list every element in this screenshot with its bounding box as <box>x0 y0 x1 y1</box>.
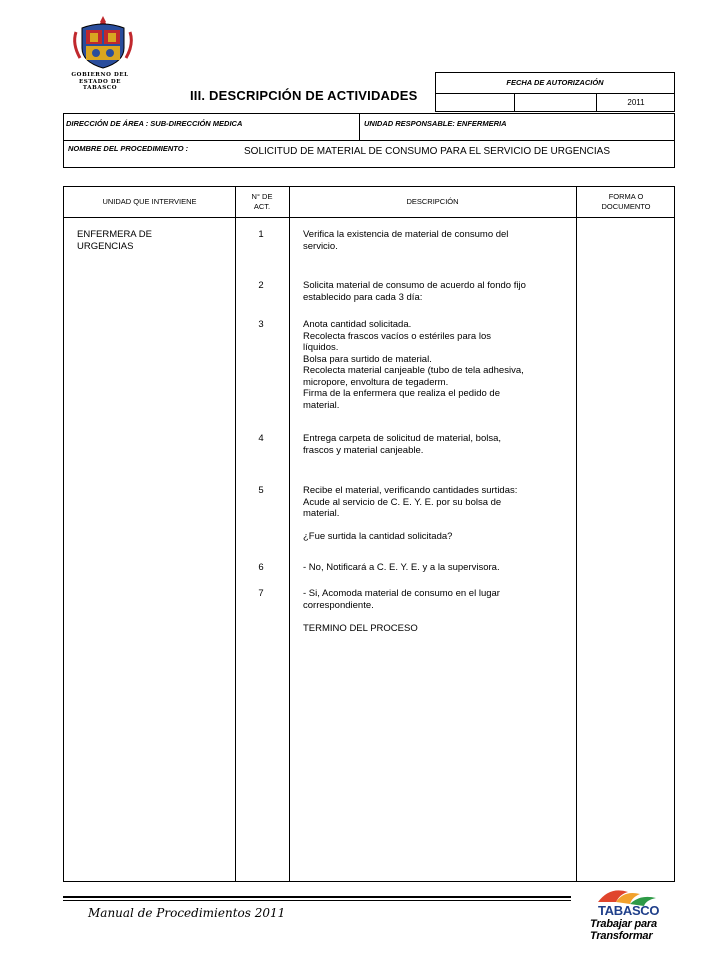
description-line <box>303 520 563 532</box>
logo-line: ESTADO DE <box>78 78 122 85</box>
activity-number: 7 <box>258 588 264 599</box>
direction-area: DIRECCIÓN DE ÁREA : SUB-DIRECCIÓN MEDICA <box>64 114 360 140</box>
column-divider <box>289 187 290 881</box>
description-line: líquidos. <box>303 342 339 353</box>
description-line: - No, Notificará a C. E. Y. E. y a la supervisora. <box>303 562 500 573</box>
direction-row <box>63 113 675 141</box>
description-line: - Si, Acomoda material de consumo en el lugar <box>303 588 500 599</box>
description-line: Recolecta frascos vacíos o estériles para los <box>303 330 491 342</box>
unit-cell <box>77 229 227 253</box>
description-line: frascos y material canjeable. <box>303 444 424 456</box>
activities-table <box>63 186 675 882</box>
date-month-cell <box>514 93 597 112</box>
header-descripcion: DESCRIPCIÓN <box>406 197 459 206</box>
procedure-label: NOMBRE DEL PROCEDIMIENTO : <box>68 144 189 153</box>
activity-description <box>303 485 563 543</box>
activity-number: 4 <box>258 433 264 444</box>
description-line: Recibe el material, verificando cantidades surtidas: <box>303 485 518 496</box>
header-forma-line: FORMA O <box>608 192 644 201</box>
description-line: correspondiente. <box>303 599 374 611</box>
description-line: establecido para cada 3 día: <box>303 291 423 303</box>
authorization-date-label: FECHA DE AUTORIZACIÓN <box>436 73 674 94</box>
responsible-unit: UNIDAD RESPONSABLE: ENFERMERIA <box>364 119 507 128</box>
procedure-row <box>63 140 675 168</box>
activity-description <box>303 280 563 303</box>
page-title: III. DESCRIPCIÓN DE ACTIVIDADES <box>190 88 418 103</box>
tabasco-logo-slogan: Trabajar para Transformar <box>590 918 657 942</box>
description-line: TERMINO DEL PROCESO <box>303 622 418 634</box>
activity-description <box>303 229 563 252</box>
description-line: material. <box>303 508 340 519</box>
footer-divider <box>63 900 571 901</box>
header-num <box>235 187 289 217</box>
column-divider <box>576 187 577 881</box>
header-num-line: N° DE <box>251 192 273 201</box>
activity-number: 2 <box>258 280 264 291</box>
header-forma-line: DOCUMENTO <box>601 202 651 211</box>
activity-description <box>303 588 563 634</box>
header-unidad: UNIDAD QUE INTERVIENE <box>102 197 197 206</box>
activity-number: 1 <box>258 229 264 240</box>
logo-text <box>60 72 140 92</box>
unit-line: URGENCIAS <box>77 241 134 252</box>
activity-number: 3 <box>258 319 264 330</box>
procedure-name: SOLICITUD DE MATERIAL DE CONSUMO PARA EL SERVICIO DE URGENCIAS <box>244 146 610 157</box>
unit-line: ENFERMERA DE <box>77 229 152 240</box>
description-line: material. <box>303 399 340 411</box>
description-line: Bolsa para surtido de material. <box>303 353 432 365</box>
date-day-cell <box>436 93 515 112</box>
activity-description <box>303 562 563 574</box>
description-line: Firma de la enfermera que realiza el pedido de <box>303 388 500 399</box>
coat-of-arms-icon <box>68 14 138 70</box>
description-line: Recolecta material canjeable (tubo de tela adhesiva, <box>303 365 524 376</box>
description-line <box>303 611 563 623</box>
logo-line: TABASCO <box>82 85 118 91</box>
header-forma <box>576 187 676 217</box>
activity-description <box>303 319 563 411</box>
logo-line: GOBIERNO DEL <box>71 72 129 78</box>
authorization-date-box <box>435 72 675 112</box>
activity-description <box>303 433 563 456</box>
tabasco-logo-name: TABASCO <box>598 903 660 918</box>
date-year-cell: 2011 <box>627 98 645 107</box>
header-divider <box>64 217 674 218</box>
header-num-line: ACT. <box>253 202 271 211</box>
description-line: Entrega carpeta de solicitud de material, bolsa, <box>303 433 502 444</box>
description-line: Solicita material de consumo de acuerdo al fondo fijo <box>303 280 526 291</box>
activity-number: 5 <box>258 485 264 496</box>
description-line: ¿Fue surtida la cantidad solicitada? <box>303 531 453 542</box>
activity-number: 6 <box>258 562 264 573</box>
description-line: servicio. <box>303 240 338 252</box>
description-line: Acude al servicio de C. E. Y. E. por su bolsa de <box>303 496 502 508</box>
manual-footer-text: Manual de Procedimientos 2011 <box>88 906 286 920</box>
description-line: Anota cantidad solicitada. <box>303 319 412 330</box>
description-line: micropore, envoltura de tegaderm. <box>303 376 449 388</box>
description-line: Verifica la existencia de material de consumo del <box>303 229 509 240</box>
column-divider <box>235 187 236 881</box>
footer-divider <box>63 896 571 898</box>
